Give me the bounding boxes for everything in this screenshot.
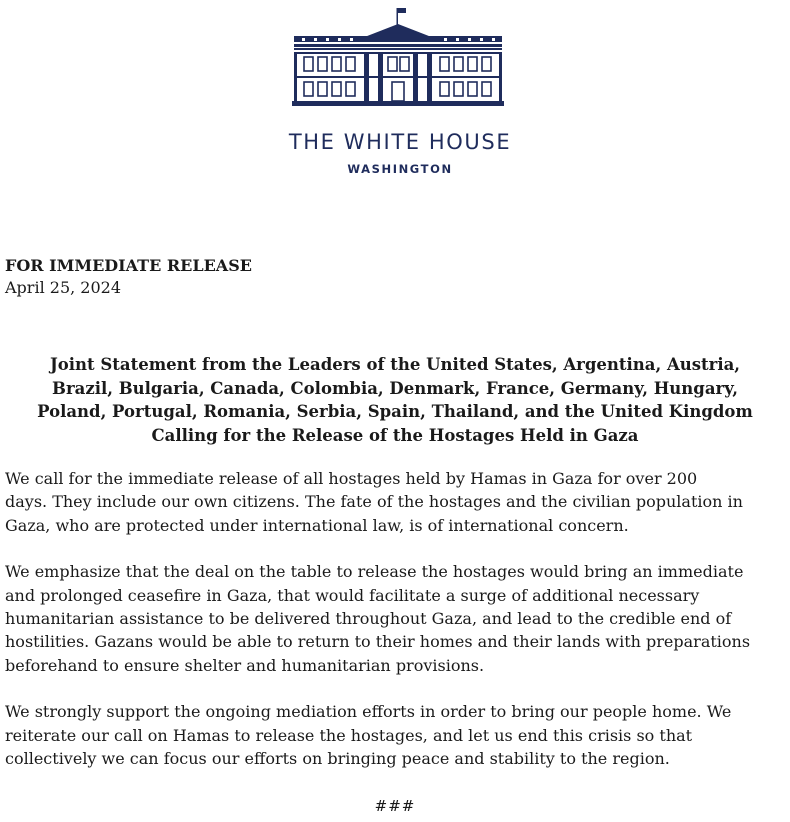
organization-city: WASHINGTON bbox=[347, 162, 453, 176]
paragraph-line: We emphasize that the deal on the table to release the hostages would bring an immediate bbox=[5, 562, 744, 582]
paragraph-line: We strongly support the ongoing mediation efforts in order to bring our people home. We bbox=[5, 702, 732, 722]
end-mark: ### bbox=[374, 797, 416, 815]
paragraph bbox=[5, 467, 787, 537]
title-line: Poland, Portugal, Romania, Serbia, Spain, Thailand, and the United Kingdom bbox=[37, 402, 753, 421]
title-line: Joint Statement from the Leaders of the United States, Argentina, Austria, bbox=[49, 355, 741, 374]
paragraph-line: We call for the immediate release of all hostages held by Hamas in Gaza for over 200 bbox=[5, 469, 698, 488]
paragraph-line: reiterate our call on Hamas to release the hostages, and let us end this crisis so that bbox=[5, 725, 693, 745]
statement-title bbox=[0, 353, 790, 447]
paragraph bbox=[5, 700, 787, 770]
release-block bbox=[5, 255, 252, 299]
letterhead bbox=[0, 0, 790, 190]
release-date: April 25, 2024 bbox=[5, 278, 122, 297]
paragraph-line: humanitarian assistance to be delivered throughout Gaza, and lead to the credible end of bbox=[5, 608, 732, 628]
organization-name: THE WHITE HOUSE bbox=[288, 130, 512, 154]
paragraph-line: hostilities. Gazans would be able to return to their homes and their lands with preparations bbox=[5, 632, 751, 652]
title-line: Brazil, Bulgaria, Canada, Colombia, Denmark, France, Germany, Hungary, bbox=[52, 378, 738, 398]
paragraph-line: collectively we can focus our efforts on bringing peace and stability to the region. bbox=[5, 748, 670, 768]
title-line: Calling for the Release of the Hostages Held in Gaza bbox=[151, 425, 639, 445]
paragraph-line: days. They include our own citizens. The fate of the hostages and the civilian population in bbox=[5, 492, 743, 512]
statement-body bbox=[5, 467, 787, 794]
paragraph bbox=[5, 560, 787, 676]
white-house-logo-icon bbox=[292, 8, 504, 108]
paragraph-line: and prolonged ceasefire in Gaza, that would facilitate a surge of additional necessary bbox=[5, 585, 700, 605]
release-label: FOR IMMEDIATE RELEASE bbox=[5, 256, 252, 275]
paragraph-line: Gaza, who are protected under international law, is of international concern. bbox=[5, 515, 629, 535]
paragraph-line: beforehand to ensure shelter and humanitarian provisions. bbox=[5, 655, 485, 675]
